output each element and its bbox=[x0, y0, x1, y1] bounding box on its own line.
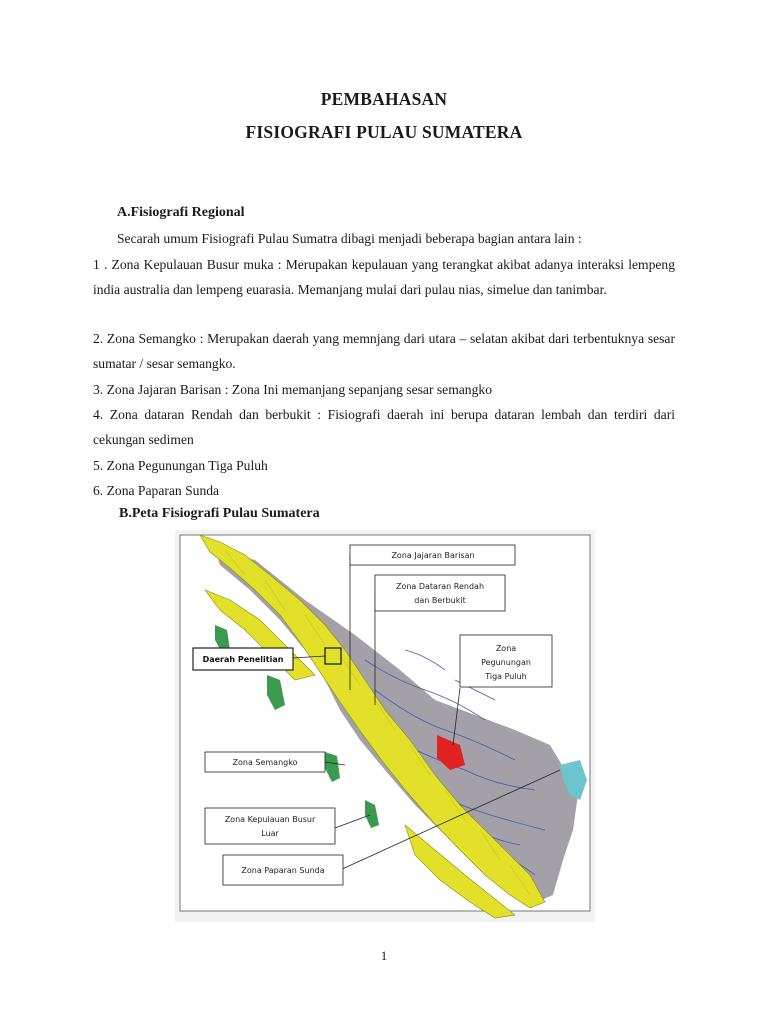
label-paparan-sunda: Zona Paparan Sunda bbox=[241, 866, 325, 875]
label-semangko: Zona Semangko bbox=[232, 758, 298, 767]
label-dataran-rendah-line1: Zona Dataran Rendah bbox=[395, 582, 485, 591]
list-item-1: 1 . Zona Kepulauan Busur muka : Merupakan kepulauan yang terangkat akibat adanya interaksi lempeng india australia dan lempeng euarasia. Memanjang mulai dari pulau nias, simelue dan tanimbar. bbox=[93, 257, 675, 297]
label-kepulauan-line1: Zona Kepulauan Busur bbox=[224, 815, 316, 824]
section-a-heading: A.Fisiografi Regional bbox=[117, 205, 245, 220]
section-b-heading: B.Peta Fisiografi Pulau Sumatera bbox=[119, 506, 320, 521]
label-pegunungan-line1: Zona bbox=[495, 644, 517, 653]
label-pegunungan-line3: Tiga Puluh bbox=[485, 672, 527, 681]
list-item-4: 4. Zona dataran Rendah dan berbukit : Fisiografi daerah ini berupa dataran lembah dan terdiri dari cekungan sedimen bbox=[93, 407, 675, 447]
page-number: 1 bbox=[380, 948, 388, 963]
label-dataran-rendah-line2: dan Berbukit bbox=[414, 596, 466, 605]
section-a-intro: Secarah umum Fisiografi Pulau Sumatra dibagi menjadi beberapa bagian antara lain : bbox=[117, 231, 582, 246]
document-subtitle: FISIOGRAFI PULAU SUMATERA bbox=[245, 122, 523, 142]
document-title: PEMBAHASAN bbox=[320, 89, 448, 109]
sumatra-physiography-map bbox=[175, 530, 595, 922]
label-box-dataran-rendah bbox=[375, 575, 505, 611]
label-daerah-penelitian: Daerah Penelitian bbox=[202, 655, 284, 664]
list-item-2: 2. Zona Semangko : Merupakan daerah yang memnjang dari utara – selatan akibat dari terbentuknya sesar sumatar / sesar semangko. bbox=[93, 331, 675, 371]
label-jajaran-barisan: Zona Jajaran Barisan bbox=[391, 551, 475, 560]
label-kepulauan-line2: Luar bbox=[261, 829, 279, 838]
label-pegunungan-line2: Pegunungan bbox=[481, 658, 531, 667]
list-item-5: 5. Zona Pegunungan Tiga Puluh bbox=[93, 458, 268, 473]
list-item-3: 3. Zona Jajaran Barisan : Zona Ini memanjang sepanjang sesar semangko bbox=[93, 382, 492, 397]
label-box-kepulauan bbox=[205, 808, 335, 844]
list-item-6: 6. Zona Paparan Sunda bbox=[93, 483, 220, 498]
